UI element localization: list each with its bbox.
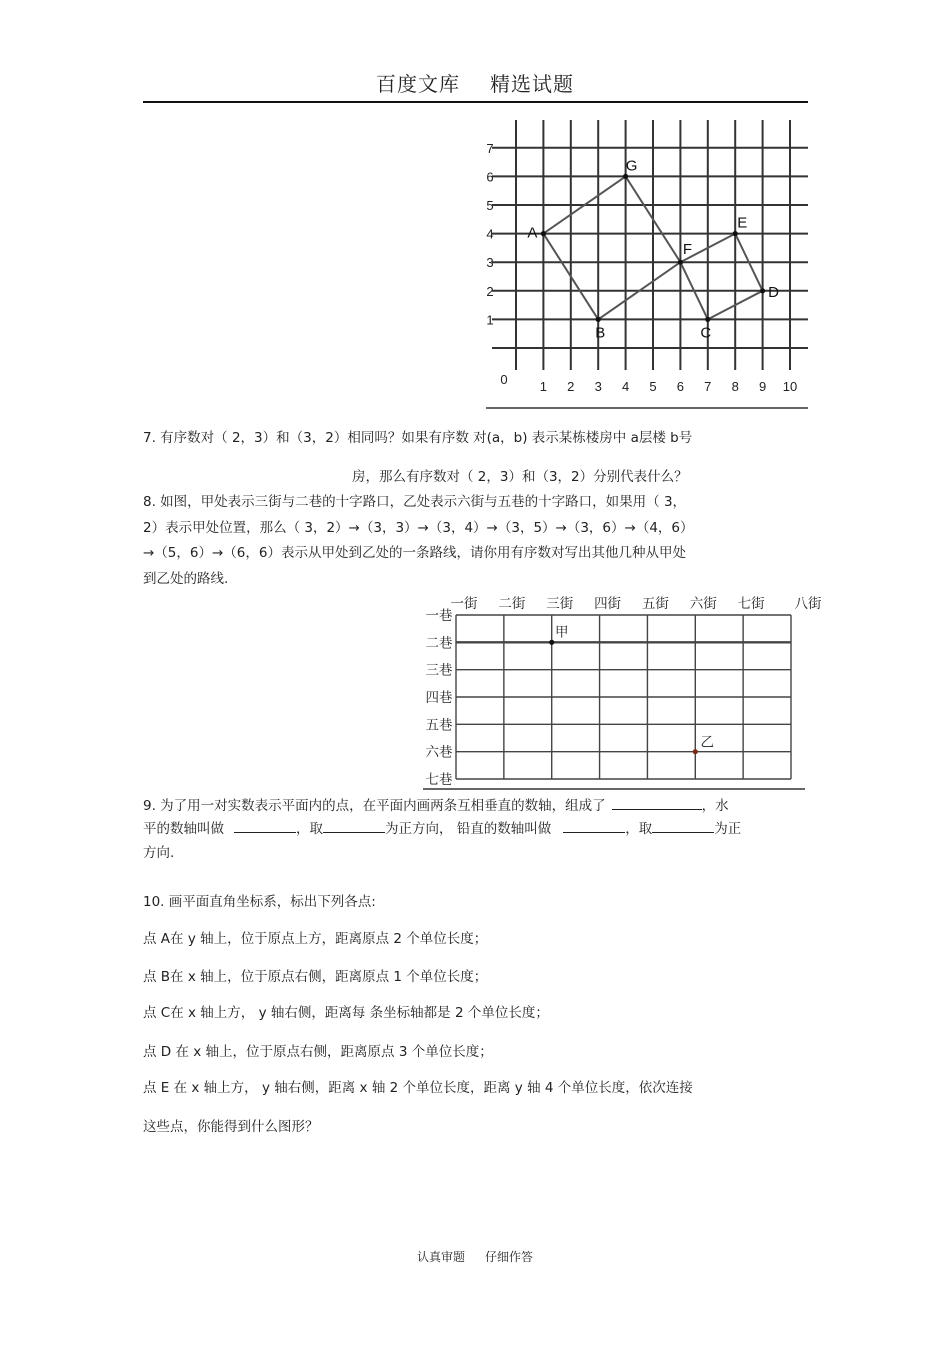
figure-point [596, 317, 601, 322]
q9-text-a: 9. 为了用一对实数表示平面内的点，在平面内画两条互相垂直的数轴，组成了 [143, 798, 606, 814]
y-tick-label: 5 [486, 198, 494, 213]
y-tick-label: 7 [486, 140, 494, 156]
q8-line4: 到乙处的路线. [143, 571, 229, 587]
page-header [0, 68, 950, 97]
q9-blank-4[interactable] [563, 818, 625, 833]
q10-end: 这些点，你能得到什么图形？ [143, 1119, 319, 1135]
x-tick-label: 10 [782, 379, 798, 394]
q7-line1: 7. 有序数对（ 2，3）和（3，2）相同吗？如果有序数 对(a，b) 表示某栋楼房中 a层楼 b号 [143, 430, 693, 446]
figure-point [541, 231, 546, 236]
figure-point [760, 288, 765, 293]
jia-label: 甲 [554, 624, 569, 641]
lane-label: 四巷 [425, 690, 453, 706]
street-label: 八街 [794, 596, 822, 612]
q8-line2: 2）表示甲处位置，那么（ 3，2）→（3，3）→（3，4）→（3，5）→（3，6）→（4，6） [143, 520, 694, 536]
q10-point-b: 点 B在 x 轴上，位于原点右侧，距离原点 1 个单位长度； [143, 969, 488, 985]
street-label: 七街 [737, 596, 765, 612]
y-tick-label: 3 [486, 255, 494, 271]
q10-point-c: 点 C在 x 轴上方， y 轴右侧，距离每 条坐标轴都是 2 个单位长度； [143, 1005, 549, 1021]
header-left: 百度文库 [376, 72, 460, 96]
street-label: 一街 [450, 596, 478, 612]
x-tick-label: 6 [676, 379, 685, 394]
q9-text-f: ，取 [625, 821, 653, 837]
q9-line2 [143, 818, 741, 839]
q9-blank-1[interactable] [612, 795, 702, 810]
q10-point-e: 点 E 在 x 轴上方， y 轴右侧，距离 x 轴 2 个单位长度，距离 y 轴 4 个单位长度，依次连接 [143, 1080, 693, 1096]
x-tick-label: 4 [621, 379, 630, 394]
x-tick-label: 3 [594, 379, 602, 394]
header-right: 精选试题 [490, 72, 574, 96]
point-label: D [768, 283, 780, 301]
figure-point [623, 174, 628, 179]
street-label: 二街 [498, 596, 526, 612]
street-label: 五街 [641, 596, 669, 612]
header-rule [143, 101, 808, 103]
x-tick-label: 9 [758, 379, 767, 394]
q8-line3: →（5，6）→（6，6）表示从甲处到乙处的一条路线，请你用有序数对写出其他几种从甲处 [143, 545, 686, 561]
q9-blank-5[interactable] [652, 818, 714, 833]
lane-label: 一巷 [425, 608, 453, 624]
q7-line2: 房，那么有序数对（ 2，3）和（3，2）分别代表什么？ [352, 469, 688, 485]
q9-line1 [143, 795, 729, 816]
x-tick-label: 2 [567, 379, 575, 394]
jia-point [549, 640, 554, 645]
point-label: C [700, 324, 712, 342]
q9-text-e: 为正方向， 铅直的数轴叫做 [385, 821, 552, 837]
point-label: G [625, 157, 638, 175]
x-tick-label: 8 [731, 379, 739, 394]
y-tick-label: 4 [486, 226, 494, 242]
point-label: B [595, 324, 606, 342]
q10-point-d: 点 D 在 x 轴上，位于原点右侧，距离原点 3 个单位长度； [143, 1044, 493, 1060]
street-label: 四街 [594, 596, 622, 612]
lane-label: 五巷 [425, 717, 453, 734]
q9-text-d: ，取 [296, 821, 323, 837]
coordinate-figure [480, 112, 810, 412]
point-label: F [682, 241, 692, 259]
figure-point [705, 317, 710, 322]
yi-label: 乙 [700, 734, 715, 751]
x-tick-label: 0 [500, 372, 508, 387]
x-tick-label: 7 [704, 379, 712, 394]
q9-text-b: ，水 [701, 798, 729, 814]
figure-point [733, 231, 738, 236]
y-tick-label: 2 [486, 283, 494, 299]
figure-point [678, 260, 683, 265]
y-tick-label: 6 [486, 169, 494, 185]
y-tick-label: 1 [486, 312, 494, 328]
q9-blank-2[interactable] [234, 818, 296, 833]
footer-left: 认真审题 [416, 1250, 465, 1264]
lane-label: 三巷 [425, 662, 453, 679]
page-footer [0, 1248, 950, 1265]
street-map [415, 590, 822, 790]
q9-blank-3[interactable] [323, 818, 385, 833]
street-label: 六街 [689, 596, 717, 612]
q8-line1: 8. 如图，甲处表示三街与二巷的十字路口，乙处表示六街与五巷的十字路口，如果用（ 3， [143, 494, 687, 510]
point-label: A [527, 224, 538, 242]
lane-label: 六巷 [425, 744, 453, 761]
q9-text-g: 为正 [714, 821, 742, 837]
footer-right: 仔细作答 [485, 1250, 534, 1264]
q10-point-a: 点 A在 y 轴上，位于原点上方，距离原点 2 个单位长度； [143, 931, 488, 947]
street-label: 三街 [546, 596, 574, 612]
q9-text-c: 平的数轴叫做 [143, 821, 224, 837]
x-tick-label: 5 [649, 379, 657, 394]
lane-label: 二巷 [425, 635, 453, 652]
q10-title: 10. 画平面直角坐标系，标出下列各点: [143, 894, 376, 910]
lane-label: 七巷 [425, 772, 453, 788]
x-tick-label: 1 [539, 379, 548, 394]
q9-line3: 方向. [143, 845, 175, 861]
point-label: E [737, 214, 748, 232]
yi-point [693, 749, 698, 754]
